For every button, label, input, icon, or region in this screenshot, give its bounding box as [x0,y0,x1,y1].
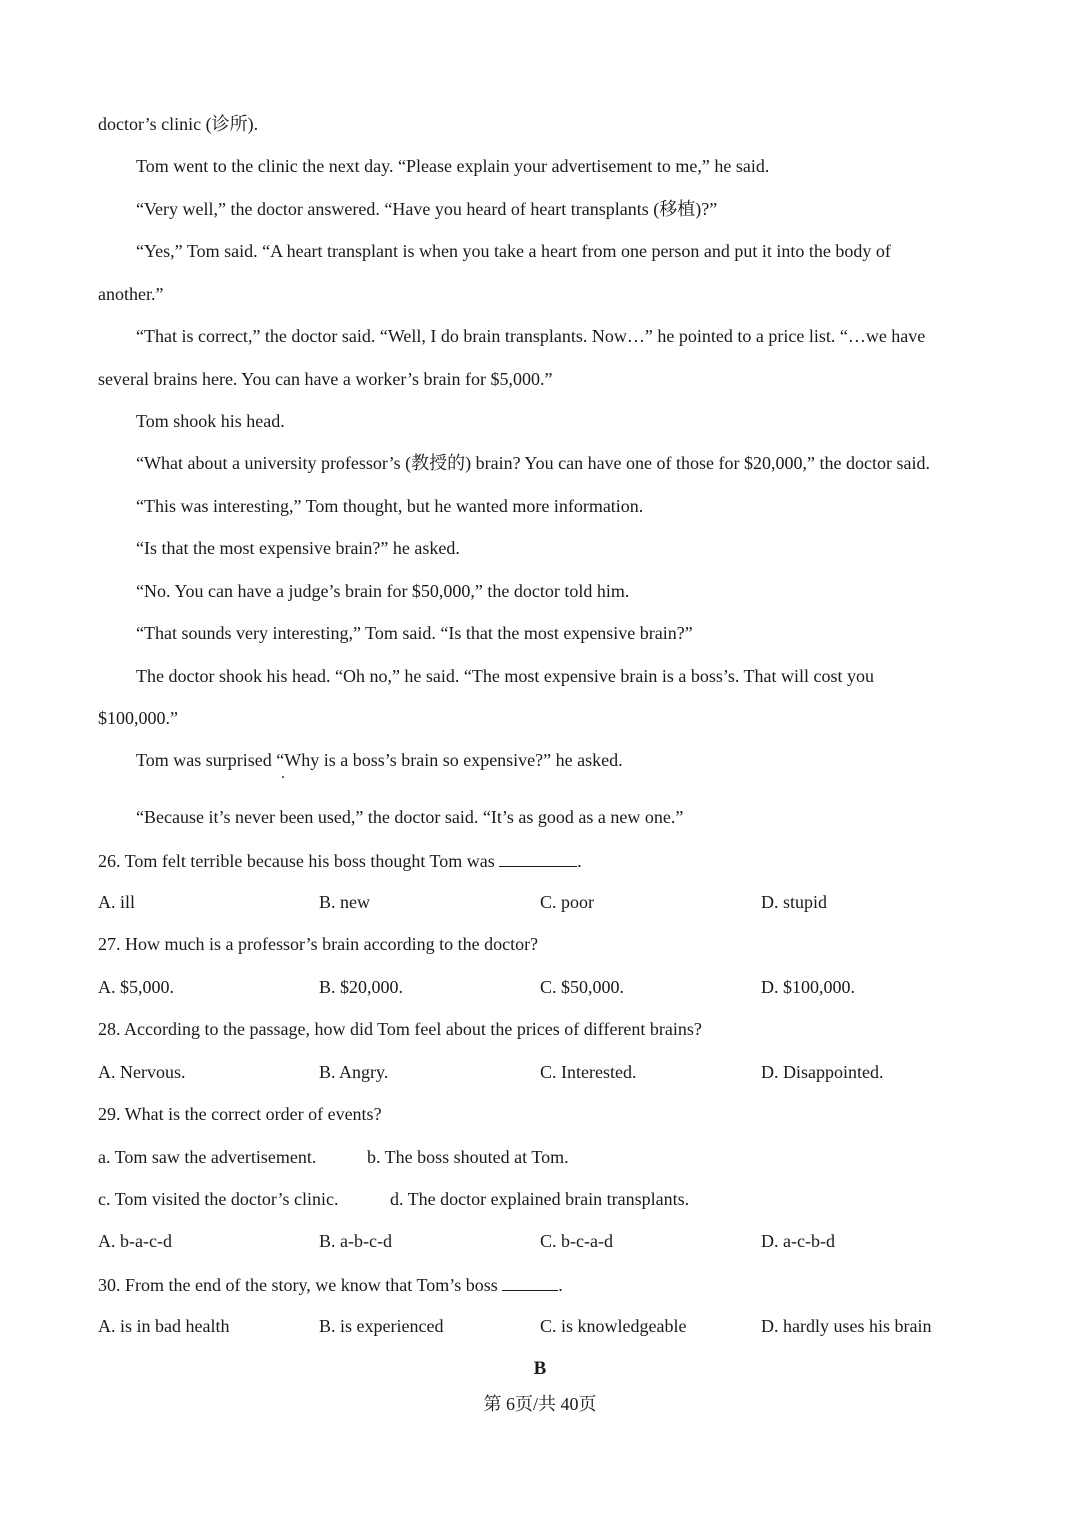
event-a: a. Tom saw the advertisement. [98,1147,317,1167]
passage-line: another.” [98,284,164,304]
option-c: C. is knowledgeable [540,1316,687,1336]
passage-line: “Because it’s never been used,” the doctor said. “It’s as good as a new one.” [136,807,684,827]
passage-line: “That is correct,” the doctor said. “Well, I do brain transplants. Now…” he pointed to a price list. “…we have [136,326,926,346]
stray-mark [282,776,284,778]
question-29-stem: 29. What is the correct order of events? [98,1104,382,1124]
option-b: B. new [319,892,370,912]
passage-line: “That sounds very interesting,” Tom said. “Is that the most expensive brain?” [136,623,693,643]
option-c: C. poor [540,892,594,912]
question-30-stem: 30. From the end of the story, we know that Tom’s boss . [98,1272,563,1296]
section-heading: B [533,1358,547,1379]
passage-line: “Is that the most expensive brain?” he asked. [136,538,460,558]
option-a: A. Nervous. [98,1062,186,1082]
passage-line: $100,000.” [98,708,178,728]
option-a: A. $5,000. [98,977,174,997]
option-d: D. stupid [761,892,828,912]
option-c: C. $50,000. [540,977,625,997]
option-d: D. $100,000. [761,977,855,997]
option-b: B. $20,000. [319,977,404,997]
event-d: d. The doctor explained brain transplants. [390,1189,690,1209]
question-28-stem: 28. According to the passage, how did Tom feel about the prices of different brains? [98,1019,702,1039]
passage-line: Tom shook his head. [136,411,285,431]
answer-blank [499,848,577,867]
event-b: b. The boss shouted at Tom. [367,1147,569,1167]
passage-line: Tom went to the clinic the next day. “Please explain your advertisement to me,” he said. [136,156,770,176]
option-b: B. Angry. [319,1062,389,1082]
passage-line: several brains here. You can have a worker’s brain for $5,000.” [98,369,553,389]
option-b: B. is experienced [319,1316,444,1336]
option-a: A. ill [98,892,136,912]
option-a: A. b-a-c-d [98,1231,172,1251]
option-b: B. a-b-c-d [319,1231,392,1251]
passage-line: Tom was surprised “Why is a boss’s brain so expensive?” he asked. [136,750,623,770]
passage-line: “What about a university professor’s (教授的) brain? You can have one of those for $20,000,” the doctor said. [136,453,930,473]
passage-line: “No. You can have a judge’s brain for $50,000,” the doctor told him. [136,581,630,601]
page-number-footer: 第 6页/共 40页 [483,1394,597,1414]
question-26-stem: 26. Tom felt terrible because his boss thought Tom was . [98,848,582,872]
question-27-stem: 27. How much is a professor’s brain according to the doctor? [98,934,539,954]
passage-line: “This was interesting,” Tom thought, but he wanted more information. [136,496,644,516]
event-c: c. Tom visited the doctor’s clinic. [98,1189,339,1209]
option-d: D. hardly uses his brain [761,1316,932,1336]
option-d: D. Disappointed. [761,1062,884,1082]
option-d: D. a-c-b-d [761,1231,835,1251]
passage-line: The doctor shook his head. “Oh no,” he said. “The most expensive brain is a boss’s. That will cost you [136,666,875,686]
passage-line: “Very well,” the doctor answered. “Have you heard of heart transplants (移植)?” [136,199,718,219]
option-a: A. is in bad health [98,1316,230,1336]
passage-line: “Yes,” Tom said. “A heart transplant is when you take a heart from one person and put it into the body of [136,241,891,261]
answer-blank [502,1272,558,1291]
passage-line: doctor’s clinic (诊所). [98,114,259,134]
option-c: C. b-c-a-d [540,1231,613,1251]
option-c: C. Interested. [540,1062,637,1082]
